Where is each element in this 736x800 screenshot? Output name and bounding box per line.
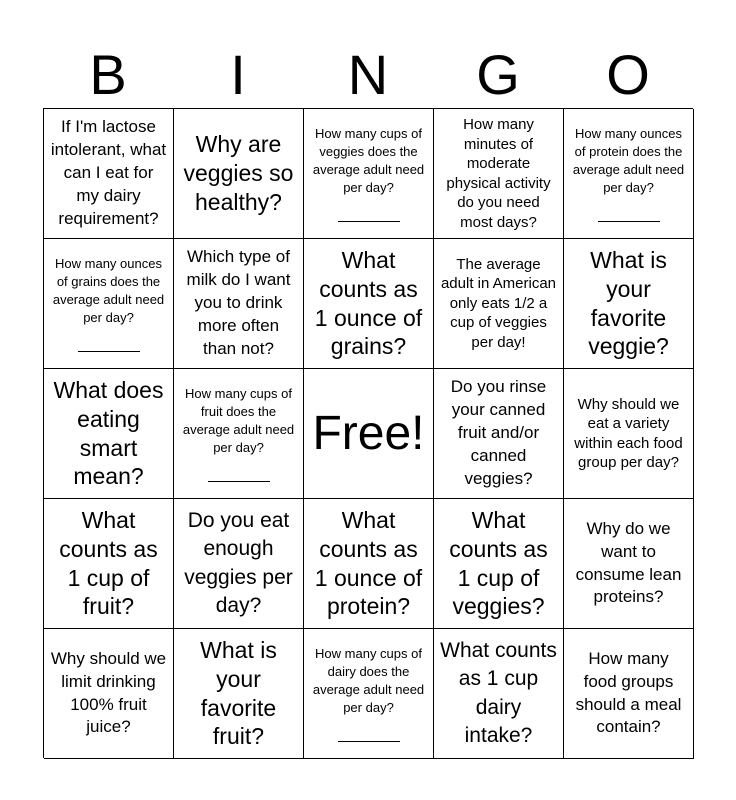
- answer-blank-line: [338, 221, 400, 222]
- answer-blank-line: [208, 481, 270, 482]
- bingo-cell-question: What is your favorite veggie?: [588, 247, 669, 360]
- bingo-cell[interactable]: [304, 239, 434, 369]
- bingo-cell-question: What counts as 1 cup of fruit?: [59, 507, 158, 620]
- bingo-cell[interactable]: [304, 109, 434, 239]
- bingo-cell-question: Why should we limit drinking 100% fruit juice?: [50, 648, 167, 737]
- answer-blank-line: [78, 351, 140, 352]
- bingo-cell-question: What counts as 1 cup of veggies?: [449, 507, 548, 620]
- bingo-cell[interactable]: [434, 369, 564, 499]
- bingo-cell[interactable]: [44, 499, 174, 629]
- bingo-cell[interactable]: [564, 239, 694, 369]
- bingo-cell[interactable]: [564, 629, 694, 759]
- bingo-cell-question: How many cups of dairy does the average adult need per day?: [312, 645, 425, 716]
- bingo-header: [43, 42, 693, 108]
- bingo-cell[interactable]: [174, 629, 304, 759]
- bingo-cell-question: What counts as 1 cup dairy intake?: [440, 638, 557, 747]
- header-letter-o: O: [606, 43, 650, 106]
- bingo-cell[interactable]: [434, 109, 564, 239]
- bingo-cell[interactable]: [44, 109, 174, 239]
- answer-blank-line: [338, 741, 400, 742]
- bingo-cell-question: How many food groups should a meal contain?: [575, 648, 682, 737]
- bingo-cell[interactable]: [434, 499, 564, 629]
- bingo-cell-question: How many minutes of moderate physical activity do you need most days?: [446, 116, 551, 231]
- header-letter-g: G: [476, 43, 520, 106]
- bingo-cell[interactable]: [174, 369, 304, 499]
- header-letter-i: I: [230, 43, 246, 106]
- bingo-cell[interactable]: [174, 499, 304, 629]
- bingo-cell-question: What does eating smart mean?: [53, 377, 164, 490]
- header-letter-n: N: [347, 43, 389, 106]
- bingo-cell-question: If I'm lactose intolerant, what can I eat for my dairy requirement?: [50, 117, 167, 228]
- bingo-cell[interactable]: [434, 629, 564, 759]
- free-space-cell[interactable]: [304, 369, 434, 499]
- bingo-cell-question: What is your favorite fruit?: [200, 637, 277, 750]
- bingo-cell-question: The average adult in American only eats 1/2 a cup of veggies per day!: [440, 255, 557, 351]
- bingo-cell[interactable]: [174, 239, 304, 369]
- bingo-card-grid: [43, 108, 693, 758]
- bingo-cell[interactable]: [174, 109, 304, 239]
- bingo-cell-question: How many ounces of protein does the average adult need per day?: [572, 125, 685, 196]
- bingo-cell-question: What counts as 1 ounce of protein?: [314, 507, 423, 620]
- bingo-cell-question: Which type of milk do I want you to drink more often than not?: [186, 247, 291, 358]
- bingo-cell-question: Do you rinse your canned fruit and/or canned veggies?: [450, 377, 547, 488]
- bingo-cell[interactable]: [304, 629, 434, 759]
- bingo-cell-question: What counts as 1 ounce of grains?: [314, 247, 423, 360]
- bingo-cell-question: Why do we want to consume lean proteins?: [575, 518, 682, 607]
- bingo-cell[interactable]: [304, 499, 434, 629]
- bingo-cell[interactable]: [44, 369, 174, 499]
- bingo-cell[interactable]: [564, 109, 694, 239]
- bingo-cell-question: How many cups of veggies does the average adult need per day?: [312, 125, 425, 196]
- bingo-cell-question: Why are veggies so healthy?: [183, 131, 294, 215]
- bingo-cell-question: Do you eat enough veggies per day?: [184, 508, 293, 617]
- bingo-cell[interactable]: [434, 239, 564, 369]
- bingo-cell[interactable]: [44, 629, 174, 759]
- free-space-label: Free!: [312, 406, 425, 460]
- bingo-cell[interactable]: [564, 369, 694, 499]
- bingo-cell-question: How many cups of fruit does the average adult need per day?: [182, 385, 295, 456]
- bingo-cell-question: How many ounces of grains does the average adult need per day?: [52, 255, 165, 326]
- header-letter-b: B: [89, 43, 127, 106]
- bingo-cell[interactable]: [564, 499, 694, 629]
- bingo-cell[interactable]: [44, 239, 174, 369]
- answer-blank-line: [598, 221, 660, 222]
- bingo-cell-question: Why should we eat a variety within each food group per day?: [574, 395, 683, 471]
